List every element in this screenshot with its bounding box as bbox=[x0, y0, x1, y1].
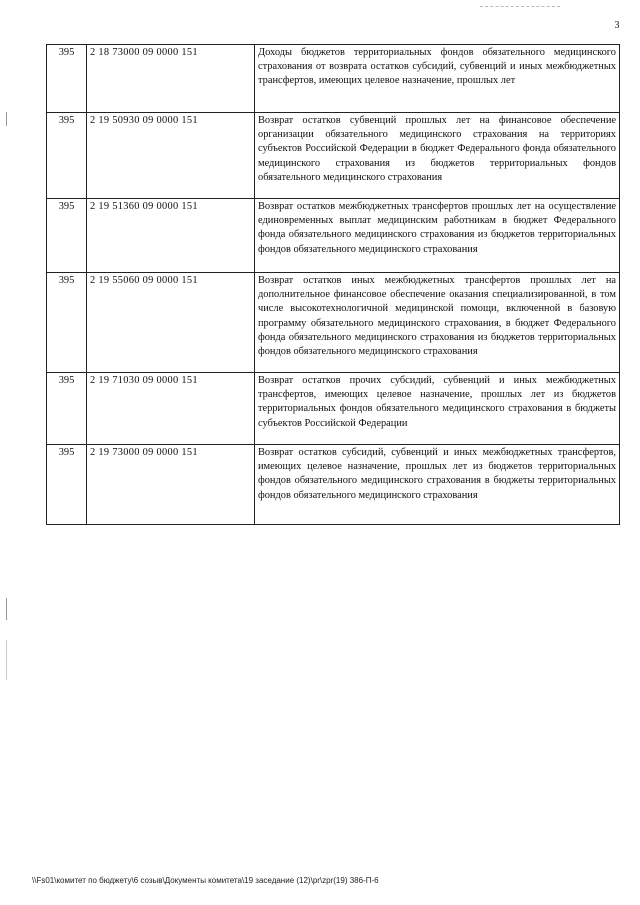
scan-artifact-line bbox=[480, 6, 560, 7]
budget-code-cell: 2 19 50930 09 0000 151 bbox=[87, 113, 255, 199]
chapter-code-cell: 395 bbox=[47, 113, 87, 199]
income-name-cell: Возврат остатков прочих субсидий, субвенций и иных межбюджетных трансфертов, имеющих целевое назначение, прошлых лет из бюджетов территориальных фондов обязательного медицинского страхования в бюджеты субъектов Российской Федерации bbox=[255, 373, 620, 445]
budget-code-cell: 2 19 71030 09 0000 151 bbox=[87, 373, 255, 445]
income-name-cell: Возврат остатков межбюджетных трансфертов прошлых лет на осуществление единовременных выплат медицинским работникам в бюджет Федерального фонда обязательного медицинского страхования из бюджетов территориальных фондов обязательного медицинского страхования bbox=[255, 199, 620, 273]
budget-classification-table bbox=[46, 44, 620, 525]
income-name-cell: Возврат остатков субсидий, субвенций и иных межбюджетных трансфертов, имеющих целевое назначение, прошлых лет из бюджетов территориальных фондов обязательного медицинского страхования в бюджеты территориальных фондов обязательного медицинского страхования bbox=[255, 445, 620, 525]
budget-code-cell: 2 19 73000 09 0000 151 bbox=[87, 445, 255, 525]
chapter-code-cell: 395 bbox=[47, 199, 87, 273]
scan-edge-mark bbox=[6, 112, 7, 126]
chapter-code-cell: 395 bbox=[47, 273, 87, 373]
table-row bbox=[47, 273, 620, 373]
budget-code-cell: 2 19 51360 09 0000 151 bbox=[87, 199, 255, 273]
scan-edge-mark bbox=[6, 598, 7, 620]
income-name-cell: Возврат остатков иных межбюджетных трансфертов прошлых лет на дополнительное финансовое обеспечение оказания специализированной, в том числе высокотехнологичной медицинской помощи, включенной в базовую программу обязательного медицинского страхования, в бюджет Федерального фонда обязательного медицинского страхования из бюджетов территориальных фондов обязательного медицинского страхования bbox=[255, 273, 620, 373]
chapter-code-cell: 395 bbox=[47, 373, 87, 445]
income-name-cell: Возврат остатков субвенций прошлых лет на финансовое обеспечение организации обязательного медицинского страхования на территориях субъектов Российской Федерации в бюджет Федерального фонда обязательного медицинского страхования из бюджетов территориальных фондов обязательного медицинского страхования bbox=[255, 113, 620, 199]
budget-code-cell: 2 19 55060 09 0000 151 bbox=[87, 273, 255, 373]
chapter-code-cell: 395 bbox=[47, 445, 87, 525]
table-row bbox=[47, 199, 620, 273]
table-row bbox=[47, 373, 620, 445]
table-row bbox=[47, 45, 620, 113]
table-row bbox=[47, 113, 620, 199]
scan-edge-mark bbox=[6, 640, 7, 680]
chapter-code-cell: 395 bbox=[47, 45, 87, 113]
income-name-cell: Доходы бюджетов территориальных фондов обязательного медицинского страхования от возврата остатков субсидий, субвенций и иных межбюджетных трансфертов, имеющих целевое назначение, прошлых лет bbox=[255, 45, 620, 113]
budget-code-cell: 2 18 73000 09 0000 151 bbox=[87, 45, 255, 113]
document-file-path: \\Fs01\комитет по бюджету\6 созыв\Документы комитета\19 заседание (12)\pr\zpr(19) 386-П-6 bbox=[32, 876, 379, 885]
table-row bbox=[47, 445, 620, 525]
page-number: 3 bbox=[614, 20, 620, 31]
